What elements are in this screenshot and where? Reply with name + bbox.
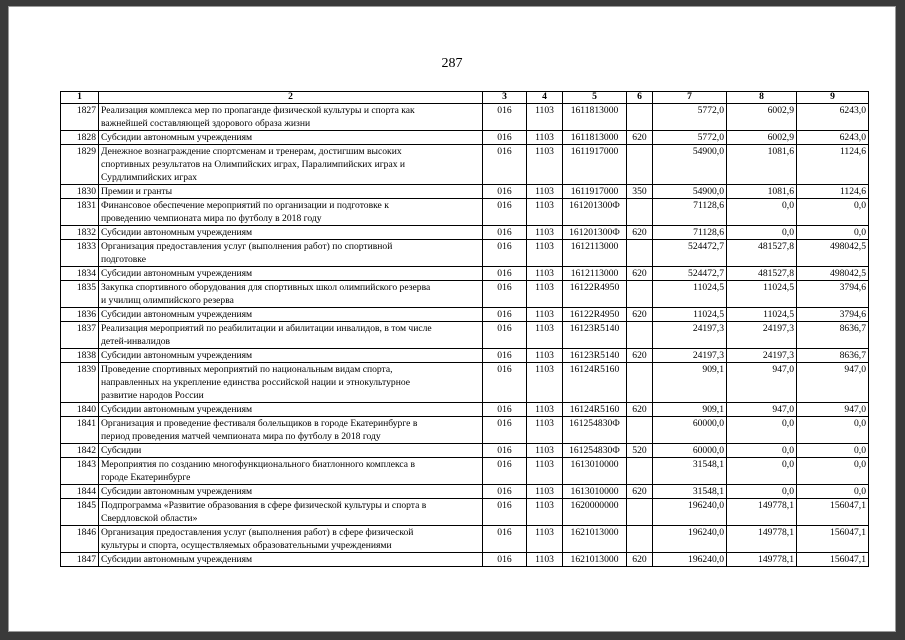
ministry-code: 016 (483, 458, 527, 485)
amount-col-8: 947,0 (727, 403, 797, 417)
amount-col-9: 156047,1 (797, 553, 869, 567)
row-name-line: Денежное вознаграждение спортсменам и тренерам, достигшим высоких (101, 146, 402, 157)
row-name (99, 485, 483, 499)
row-name-line: Реализация мероприятий по реабилитации и абилитации инвалидов, в том числе (101, 323, 432, 334)
row-number: 1830 (61, 185, 99, 199)
target-item-code: 161201300Ф (563, 226, 627, 240)
amount-col-9: 6243,0 (797, 131, 869, 145)
row-name (99, 185, 483, 199)
amount-col-7: 11024,5 (653, 281, 727, 308)
table-row (61, 322, 869, 349)
expense-type-code: 620 (627, 349, 653, 363)
row-name (99, 444, 483, 458)
table-row (61, 499, 869, 526)
column-header: 3 (483, 92, 527, 104)
amount-col-9: 8636,7 (797, 322, 869, 349)
row-name-line: Субсидии автономным учреждениям (101, 350, 253, 361)
ministry-code: 016 (483, 104, 527, 131)
target-item-code: 1620000000 (563, 499, 627, 526)
row-number: 1841 (61, 417, 99, 444)
table-body (61, 104, 869, 567)
amount-col-8: 0,0 (727, 199, 797, 226)
ministry-code: 016 (483, 267, 527, 281)
amount-col-8: 0,0 (727, 485, 797, 499)
ministry-code: 016 (483, 308, 527, 322)
row-name (99, 499, 483, 526)
row-name (99, 267, 483, 281)
row-number: 1837 (61, 322, 99, 349)
ministry-code: 016 (483, 131, 527, 145)
ministry-code: 016 (483, 349, 527, 363)
amount-col-7: 60000,0 (653, 417, 727, 444)
document-page (8, 6, 896, 632)
amount-col-7: 5772,0 (653, 104, 727, 131)
section-code: 1103 (527, 240, 563, 267)
row-number: 1834 (61, 267, 99, 281)
amount-col-7: 196240,0 (653, 526, 727, 553)
ministry-code: 016 (483, 226, 527, 240)
row-number: 1836 (61, 308, 99, 322)
amount-col-7: 196240,0 (653, 553, 727, 567)
row-number: 1844 (61, 485, 99, 499)
target-item-code: 161254830Ф (563, 417, 627, 444)
row-name-line: Субсидии автономным учреждениям (101, 227, 253, 238)
row-number: 1842 (61, 444, 99, 458)
ministry-code: 016 (483, 485, 527, 499)
section-code: 1103 (527, 444, 563, 458)
ministry-code: 016 (483, 403, 527, 417)
target-item-code: 1613010000 (563, 458, 627, 485)
target-item-code: 16123R5140 (563, 322, 627, 349)
expense-type-code: 350 (627, 185, 653, 199)
row-name-line: Премии и гранты (101, 186, 173, 197)
amount-col-9: 947,0 (797, 363, 869, 403)
target-item-code: 1621013000 (563, 553, 627, 567)
row-name (99, 104, 483, 131)
ministry-code: 016 (483, 240, 527, 267)
amount-col-8: 149778,1 (727, 553, 797, 567)
table-row (61, 349, 869, 363)
section-code: 1103 (527, 104, 563, 131)
amount-col-9: 3794,6 (797, 281, 869, 308)
row-name (99, 403, 483, 417)
amount-col-8: 11024,5 (727, 281, 797, 308)
expense-type-code (627, 499, 653, 526)
table-row (61, 417, 869, 444)
section-code: 1103 (527, 417, 563, 444)
amount-col-7: 524472,7 (653, 267, 727, 281)
row-name-line: Организация и проведение фестиваля болельщиков в городе Екатеринбурге в (101, 418, 418, 429)
amount-col-7: 31548,1 (653, 485, 727, 499)
ministry-code: 016 (483, 322, 527, 349)
table-row (61, 458, 869, 485)
row-number: 1827 (61, 104, 99, 131)
table-row (61, 145, 869, 185)
table-row (61, 485, 869, 499)
amount-col-7: 71128,6 (653, 199, 727, 226)
amount-col-9: 0,0 (797, 199, 869, 226)
row-name-line: Субсидии автономным учреждениям (101, 554, 253, 565)
section-code: 1103 (527, 308, 563, 322)
row-name-line: детей-инвалидов (101, 336, 171, 347)
table-row (61, 363, 869, 403)
expense-type-code (627, 104, 653, 131)
page-number: 287 (441, 56, 463, 71)
table-row (61, 308, 869, 322)
amount-col-8: 149778,1 (727, 499, 797, 526)
amount-col-9: 947,0 (797, 403, 869, 417)
amount-col-9: 3794,6 (797, 308, 869, 322)
row-number: 1843 (61, 458, 99, 485)
budget-table (60, 91, 869, 567)
amount-col-8: 149778,1 (727, 526, 797, 553)
target-item-code: 16124R5160 (563, 403, 627, 417)
amount-col-8: 0,0 (727, 226, 797, 240)
target-item-code: 1613010000 (563, 485, 627, 499)
amount-col-8: 0,0 (727, 458, 797, 485)
target-item-code: 1611917000 (563, 145, 627, 185)
expense-type-code (627, 281, 653, 308)
section-code: 1103 (527, 267, 563, 281)
row-name-line: Проведение спортивных мероприятий по национальным видам спорта, (101, 364, 393, 375)
target-item-code: 16123R5140 (563, 349, 627, 363)
amount-col-8: 0,0 (727, 417, 797, 444)
amount-col-9: 1124,6 (797, 145, 869, 185)
row-name-line: направленных на укрепление единства российской нации и этнокультурное (101, 377, 411, 388)
target-item-code: 161254830Ф (563, 444, 627, 458)
section-code: 1103 (527, 281, 563, 308)
section-code: 1103 (527, 363, 563, 403)
amount-col-8: 6002,9 (727, 104, 797, 131)
ministry-code: 016 (483, 145, 527, 185)
row-number: 1832 (61, 226, 99, 240)
row-name-line: период проведения матчей чемпионата мира по футболу в 2018 году (101, 431, 381, 442)
expense-type-code: 520 (627, 444, 653, 458)
column-header: 5 (563, 92, 627, 104)
section-code: 1103 (527, 226, 563, 240)
row-name-line: Реализация комплекса мер по пропаганде физической культуры и спорта как (101, 105, 415, 116)
row-name-line: проведению чемпионата мира по футболу в 2018 году (101, 213, 322, 224)
amount-col-8: 1081,6 (727, 185, 797, 199)
amount-col-8: 6002,9 (727, 131, 797, 145)
column-header: 4 (527, 92, 563, 104)
row-name-line: Организация предоставления услуг (выполнения работ) в сфере физической (101, 527, 414, 538)
row-name-line: Организация предоставления услуг (выполнения работ) по спортивной (101, 241, 393, 252)
amount-col-9: 6243,0 (797, 104, 869, 131)
table-row (61, 104, 869, 131)
ministry-code: 016 (483, 444, 527, 458)
row-number: 1839 (61, 363, 99, 403)
ministry-code: 016 (483, 553, 527, 567)
row-name-line: Субсидии автономным учреждениям (101, 309, 253, 320)
row-name (99, 349, 483, 363)
amount-col-8: 481527,8 (727, 267, 797, 281)
row-name (99, 199, 483, 226)
table-row (61, 526, 869, 553)
amount-col-9: 0,0 (797, 458, 869, 485)
amount-col-9: 8636,7 (797, 349, 869, 363)
table-row (61, 444, 869, 458)
table-row (61, 267, 869, 281)
expense-type-code: 620 (627, 131, 653, 145)
amount-col-8: 947,0 (727, 363, 797, 403)
amount-col-7: 31548,1 (653, 458, 727, 485)
expense-type-code: 620 (627, 308, 653, 322)
row-name (99, 240, 483, 267)
expense-type-code (627, 526, 653, 553)
ministry-code: 016 (483, 363, 527, 403)
target-item-code: 1611813000 (563, 131, 627, 145)
expense-type-code (627, 363, 653, 403)
table-row (61, 131, 869, 145)
amount-col-7: 524472,7 (653, 240, 727, 267)
amount-col-8: 0,0 (727, 444, 797, 458)
section-code: 1103 (527, 403, 563, 417)
row-name-line: Субсидии автономным учреждениям (101, 132, 253, 143)
amount-col-9: 498042,5 (797, 267, 869, 281)
row-name-line: и училищ олимпийского резерва (101, 295, 234, 306)
section-code: 1103 (527, 185, 563, 199)
row-number: 1829 (61, 145, 99, 185)
section-code: 1103 (527, 199, 563, 226)
expense-type-code (627, 322, 653, 349)
table-row (61, 199, 869, 226)
column-header: 9 (797, 92, 869, 104)
row-name-line: городе Екатеринбурге (101, 472, 191, 483)
amount-col-7: 24197,3 (653, 349, 727, 363)
expense-type-code (627, 145, 653, 185)
row-name-line: подготовке (101, 254, 146, 265)
target-item-code: 16122R4950 (563, 281, 627, 308)
table-row (61, 553, 869, 567)
table-row (61, 226, 869, 240)
row-name (99, 553, 483, 567)
ministry-code: 016 (483, 185, 527, 199)
amount-col-7: 196240,0 (653, 499, 727, 526)
amount-col-7: 24197,3 (653, 322, 727, 349)
row-number: 1847 (61, 553, 99, 567)
amount-col-8: 1081,6 (727, 145, 797, 185)
row-name (99, 417, 483, 444)
column-header: 1 (61, 92, 99, 104)
section-code: 1103 (527, 145, 563, 185)
amount-col-8: 11024,5 (727, 308, 797, 322)
amount-col-9: 0,0 (797, 485, 869, 499)
column-header: 6 (627, 92, 653, 104)
amount-col-9: 498042,5 (797, 240, 869, 267)
section-code: 1103 (527, 485, 563, 499)
table-row (61, 403, 869, 417)
row-name-line: культуры и спорта, осуществляемых образовательными учреждениями (101, 540, 392, 551)
amount-col-8: 481527,8 (727, 240, 797, 267)
expense-type-code (627, 240, 653, 267)
table-header-row (61, 92, 869, 104)
amount-col-7: 11024,5 (653, 308, 727, 322)
amount-col-9: 156047,1 (797, 499, 869, 526)
row-name-line: спортивных результатов на Олимпийских играх, Паралимпийских играх и (101, 159, 406, 170)
section-code: 1103 (527, 499, 563, 526)
section-code: 1103 (527, 526, 563, 553)
table-row (61, 240, 869, 267)
expense-type-code: 620 (627, 553, 653, 567)
section-code: 1103 (527, 349, 563, 363)
amount-col-7: 54900,0 (653, 145, 727, 185)
expense-type-code: 620 (627, 226, 653, 240)
ministry-code: 016 (483, 526, 527, 553)
row-name (99, 308, 483, 322)
row-name-line: Субсидии автономным учреждениям (101, 404, 253, 415)
section-code: 1103 (527, 131, 563, 145)
expense-type-code: 620 (627, 403, 653, 417)
row-number: 1835 (61, 281, 99, 308)
ministry-code: 016 (483, 199, 527, 226)
row-number: 1846 (61, 526, 99, 553)
amount-col-8: 24197,3 (727, 349, 797, 363)
amount-col-8: 24197,3 (727, 322, 797, 349)
column-header: 8 (727, 92, 797, 104)
row-name (99, 131, 483, 145)
table-row (61, 281, 869, 308)
row-name (99, 526, 483, 553)
expense-type-code (627, 458, 653, 485)
row-name (99, 226, 483, 240)
amount-col-7: 909,1 (653, 403, 727, 417)
column-header: 2 (99, 92, 483, 104)
row-number: 1845 (61, 499, 99, 526)
ministry-code: 016 (483, 499, 527, 526)
target-item-code: 1621013000 (563, 526, 627, 553)
row-name (99, 363, 483, 403)
row-name-line: Закупка спортивного оборудования для спортивных школ олимпийского резерва (101, 282, 431, 293)
row-name-line: развитие народов России (101, 390, 204, 401)
row-number: 1831 (61, 199, 99, 226)
row-name (99, 145, 483, 185)
row-name (99, 281, 483, 308)
amount-col-7: 909,1 (653, 363, 727, 403)
amount-col-9: 0,0 (797, 417, 869, 444)
amount-col-9: 0,0 (797, 226, 869, 240)
section-code: 1103 (527, 322, 563, 349)
amount-col-7: 54900,0 (653, 185, 727, 199)
row-name-line: важнейшей составляющей здорового образа жизни (101, 118, 311, 129)
target-item-code: 16122R4950 (563, 308, 627, 322)
section-code: 1103 (527, 458, 563, 485)
amount-col-7: 71128,6 (653, 226, 727, 240)
amount-col-9: 0,0 (797, 444, 869, 458)
target-item-code: 1611813000 (563, 104, 627, 131)
ministry-code: 016 (483, 417, 527, 444)
row-name-line: Финансовое обеспечение мероприятий по организации и подготовке к (101, 200, 389, 211)
amount-col-7: 5772,0 (653, 131, 727, 145)
target-item-code: 1612113000 (563, 240, 627, 267)
row-name-line: Субсидии автономным учреждениям (101, 268, 253, 279)
ministry-code: 016 (483, 281, 527, 308)
row-name (99, 322, 483, 349)
row-name-line: Мероприятия по созданию многофункционального биатлонного комплекса в (101, 459, 415, 470)
expense-type-code: 620 (627, 485, 653, 499)
row-name-line: Подпрограмма «Развитие образования в сфере физической культуры и спорта в (101, 500, 427, 511)
amount-col-9: 156047,1 (797, 526, 869, 553)
target-item-code: 16124R5160 (563, 363, 627, 403)
expense-type-code (627, 199, 653, 226)
row-name-line: Субсидии автономным учреждениям (101, 486, 253, 497)
row-name-line: Свердловской области» (101, 513, 198, 524)
section-code: 1103 (527, 553, 563, 567)
target-item-code: 1612113000 (563, 267, 627, 281)
row-number: 1833 (61, 240, 99, 267)
expense-type-code: 620 (627, 267, 653, 281)
row-name (99, 458, 483, 485)
table-row (61, 185, 869, 199)
row-number: 1840 (61, 403, 99, 417)
amount-col-7: 60000,0 (653, 444, 727, 458)
row-name-line: Сурдлимпийских играх (101, 172, 198, 183)
row-number: 1838 (61, 349, 99, 363)
row-name-line: Субсидии (101, 445, 142, 456)
target-item-code: 161201300Ф (563, 199, 627, 226)
target-item-code: 1611917000 (563, 185, 627, 199)
row-number: 1828 (61, 131, 99, 145)
column-header: 7 (653, 92, 727, 104)
expense-type-code (627, 417, 653, 444)
amount-col-9: 1124,6 (797, 185, 869, 199)
